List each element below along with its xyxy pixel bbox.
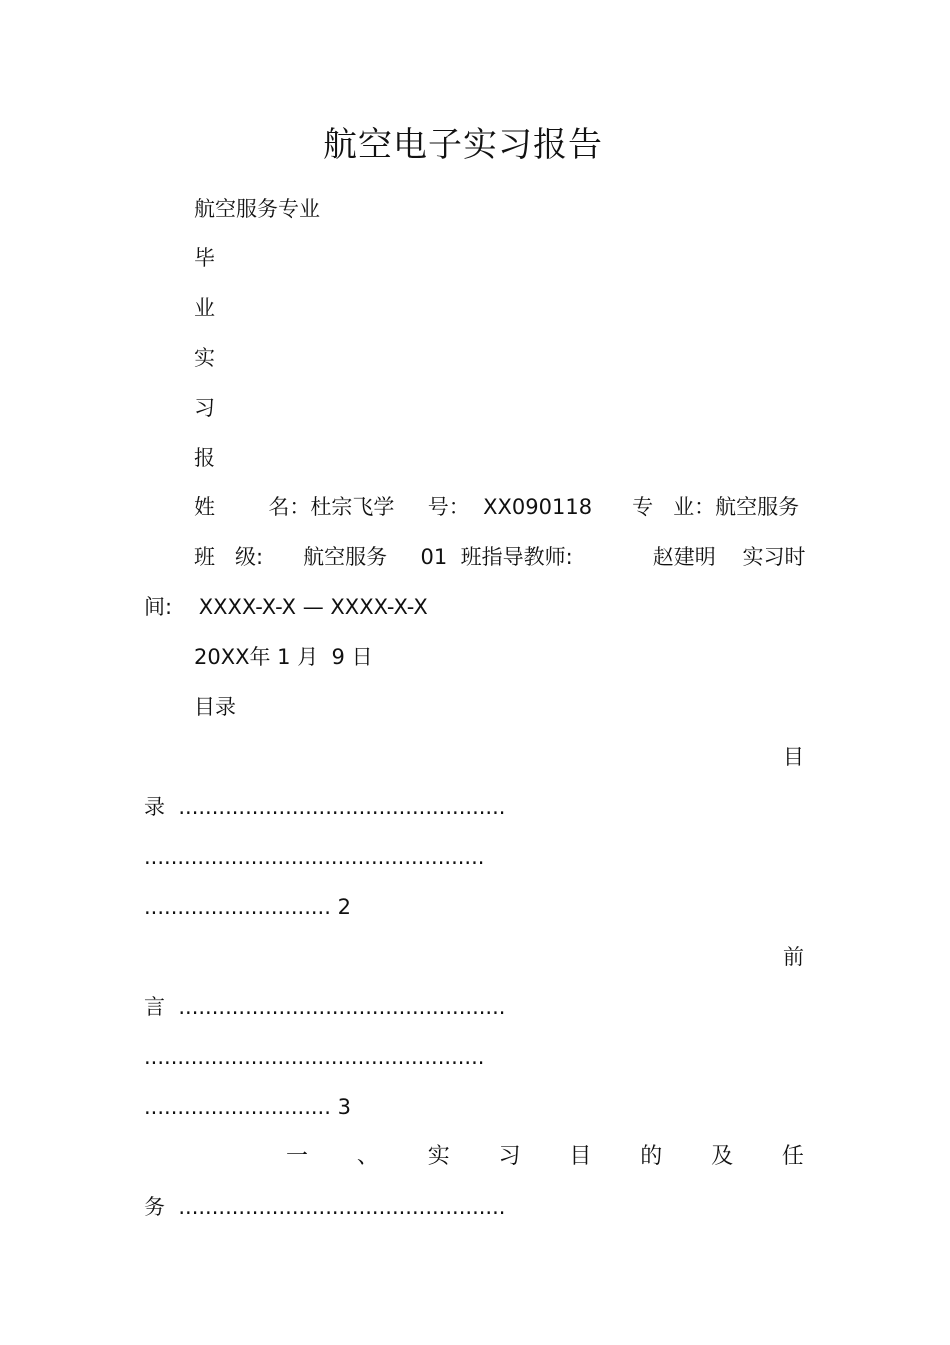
- major-line: 航空服务专业: [194, 197, 320, 221]
- vertical-char-2: 业: [194, 296, 215, 320]
- toc-entry-2-page: ............................ 3: [144, 1095, 351, 1119]
- vertical-char-3: 实: [194, 346, 215, 370]
- vertical-char-4: 习: [194, 396, 215, 420]
- toc-entry-2-leader: 言 .................................................: [144, 995, 506, 1019]
- toc-entry-3-char: 、: [356, 1144, 379, 1169]
- toc-entry-1-head: 目: [783, 745, 804, 769]
- toc-entry-2-dots: ...................................................: [144, 1045, 485, 1069]
- toc-entry-1-leader: 录 .................................................: [144, 795, 506, 819]
- toc-entry-1-page: ............................ 2: [144, 895, 351, 919]
- vertical-char-1: 毕: [194, 246, 215, 270]
- toc-entry-3-char: 一: [286, 1144, 309, 1169]
- toc-entry-3-char: 任: [781, 1144, 804, 1169]
- period-info-line: 间: XXXX-X-X — XXXX-X-X: [144, 595, 428, 619]
- vertical-char-5: 报: [194, 446, 215, 470]
- toc-entry-3-char: 的: [640, 1144, 663, 1169]
- class-info-line: 班 级: 航空服务 01 班指导教师: 赵建明 实习时: [194, 545, 806, 569]
- toc-entry-3-leader: 务 .................................................: [144, 1195, 506, 1219]
- toc-entry-1-dots: ...................................................: [144, 845, 485, 869]
- toc-entry-3-char: 实: [427, 1144, 450, 1169]
- student-info-line: 姓 名：杜宗飞学 号： XX090118 专 业：航空服务: [194, 495, 800, 519]
- toc-entry-3-heading: [286, 1142, 804, 1172]
- toc-heading: 目录: [194, 695, 236, 719]
- toc-entry-2-head: 前: [783, 945, 804, 969]
- toc-entry-3-char: 及: [711, 1144, 734, 1169]
- document-title: 航空电子实习报告: [323, 125, 603, 165]
- toc-entry-3-char: 目: [569, 1144, 592, 1169]
- report-date: 20XX年 1 月 9 日: [194, 645, 373, 669]
- toc-entry-3-char: 习: [498, 1144, 521, 1169]
